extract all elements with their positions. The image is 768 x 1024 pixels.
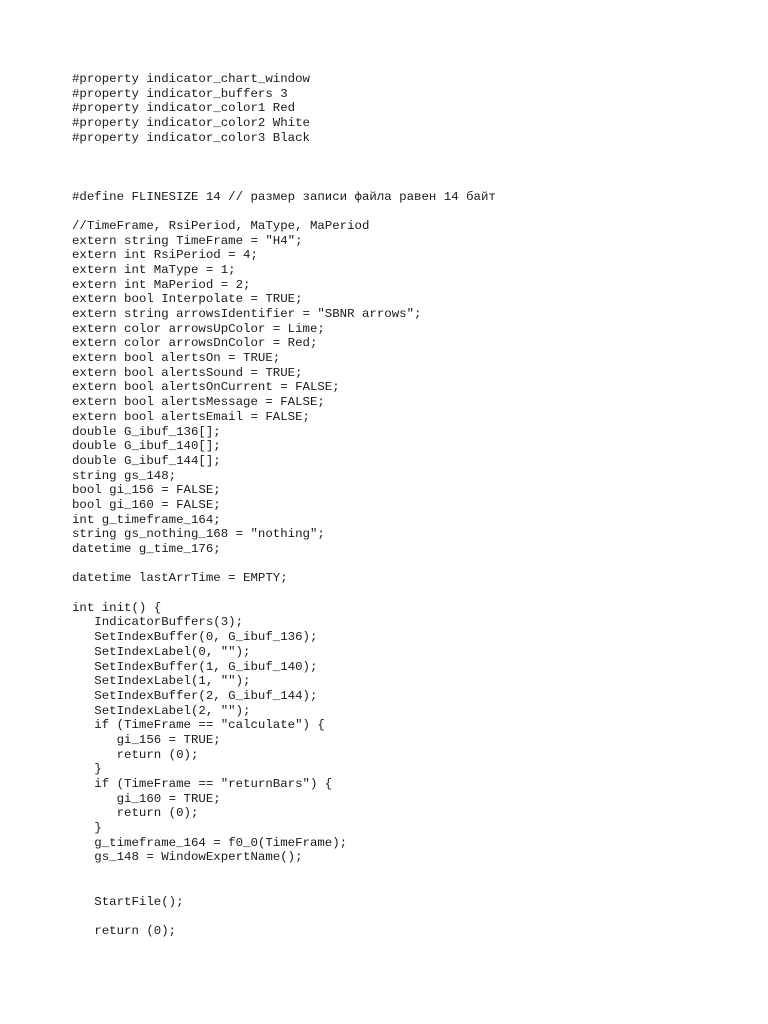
code-line-44: SetIndexLabel(2, "");	[72, 703, 251, 718]
code-line-30: bool gi_160 = FALSE;	[72, 497, 221, 512]
code-line-27: double G_ibuf_144[];	[72, 453, 221, 468]
code-line-21: extern bool alertsSound = TRUE;	[72, 365, 303, 380]
code-line-26: double G_ibuf_140[];	[72, 439, 221, 454]
code-line-10	[72, 204, 496, 219]
code-line-23: extern bool alertsMessage = FALSE;	[72, 395, 325, 410]
code-line-37: int init() {	[72, 600, 162, 615]
code-line-57: StartFile();	[72, 894, 184, 909]
code-line-9: #define FLINESIZE 14 // размер записи файла равен 14 байт	[72, 189, 496, 204]
code-line-4: #property indicator_color2 White	[72, 116, 310, 131]
code-line-2: #property indicator_buffers 3	[72, 86, 288, 101]
code-line-22: extern bool alertsOnCurrent = FALSE;	[72, 380, 340, 395]
code-line-7	[72, 160, 496, 175]
code-line-20: extern bool alertsOn = TRUE;	[72, 351, 281, 366]
code-line-14: extern int MaType = 1;	[72, 262, 236, 277]
code-line-53: g_timeframe_164 = f0_0(TimeFrame);	[72, 835, 348, 850]
code-line-49: if (TimeFrame == "returnBars") {	[72, 777, 333, 791]
code-line-16: extern bool Interpolate = TRUE;	[72, 292, 303, 307]
code-line-39: SetIndexBuffer(0, G_ibuf_136);	[72, 630, 318, 645]
code-line-6	[72, 145, 496, 160]
code-line-36	[72, 586, 496, 601]
code-line-43: SetIndexBuffer(2, G_ibuf_144);	[72, 688, 318, 703]
code-line-5: #property indicator_color3 Black	[72, 130, 310, 145]
code-line-15: extern int MaPeriod = 2;	[72, 277, 251, 292]
code-line-55	[72, 865, 496, 880]
code-line-51: return (0);	[72, 806, 199, 821]
code-line-40: SetIndexLabel(0, "");	[72, 644, 251, 659]
code-line-25: double G_ibuf_136[];	[72, 424, 221, 439]
code-line-52: }	[72, 821, 102, 836]
code-line-48: }	[72, 762, 102, 777]
code-line-33: datetime g_time_176;	[72, 542, 221, 556]
code-line-56	[72, 880, 496, 895]
code-line-41: SetIndexBuffer(1, G_ibuf_140);	[72, 659, 318, 674]
code-line-50: gi_160 = TRUE;	[72, 791, 221, 806]
code-line-35: datetime lastArrTime = EMPTY;	[72, 571, 288, 586]
code-line-45: if (TimeFrame == "calculate") {	[72, 718, 325, 733]
code-line-1: #property indicator_chart_window	[72, 72, 310, 86]
code-line-32: string gs_nothing_168 = "nothing";	[72, 527, 325, 542]
code-line-8	[72, 175, 496, 190]
code-line-47: return (0);	[72, 747, 199, 762]
code-line-29: bool gi_156 = FALSE;	[72, 483, 221, 498]
code-line-38: IndicatorBuffers(3);	[72, 615, 244, 630]
code-line-24: extern bool alertsEmail = FALSE;	[72, 409, 310, 424]
code-line-28: string gs_148;	[72, 468, 177, 483]
code-line-13: extern int RsiPeriod = 4;	[72, 248, 258, 263]
code-line-59: return (0);	[72, 923, 177, 938]
code-line-12: extern string TimeFrame = "H4";	[72, 233, 303, 248]
code-line-42: SetIndexLabel(1, "");	[72, 674, 251, 689]
code-line-54: gs_148 = WindowExpertName();	[72, 850, 303, 865]
code-line-18: extern color arrowsUpColor = Lime;	[72, 321, 325, 336]
code-line-11: //TimeFrame, RsiPeriod, MaType, MaPeriod	[72, 218, 370, 233]
code-line-46: gi_156 = TRUE;	[72, 732, 221, 747]
code-line-19: extern color arrowsDnColor = Red;	[72, 336, 318, 351]
code-line-3: #property indicator_color1 Red	[72, 101, 296, 116]
code-line-31: int g_timeframe_164;	[72, 512, 221, 527]
code-line-34	[72, 557, 496, 572]
code-line-17: extern string arrowsIdentifier = "SBNR arrows";	[72, 307, 422, 321]
code-listing	[72, 72, 496, 939]
code-line-58	[72, 909, 496, 924]
